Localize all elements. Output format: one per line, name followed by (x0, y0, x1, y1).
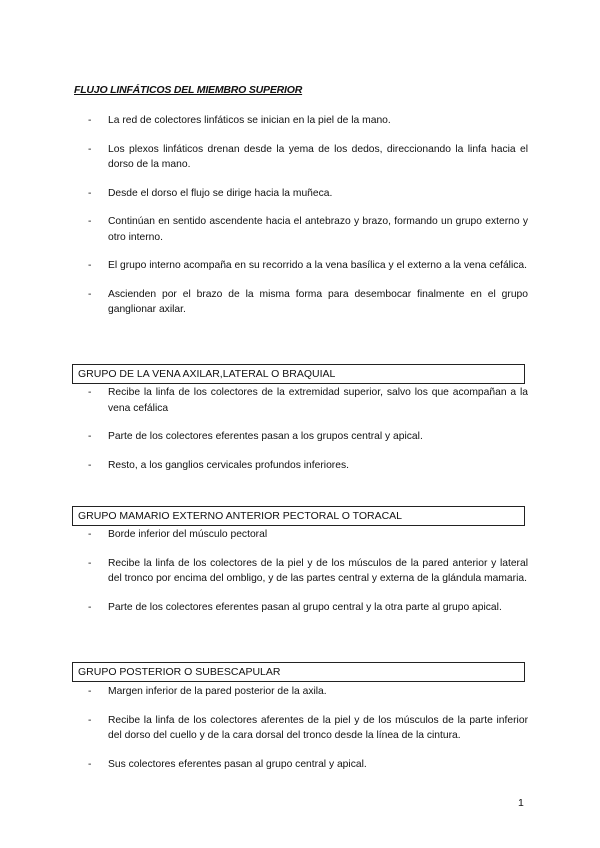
bullet-dash: - (88, 143, 92, 155)
list-item: - Recibe la linfa de los colectores aferentes de la piel y de los músculos de la parte inferior del dorso del cuello y de la cara dorsal del tronco desde la línea de la cintura. (88, 714, 528, 741)
section-list-axilar (86, 385, 528, 473)
bullet-dash: - (88, 601, 92, 613)
list-item: - Resto, a los ganglios cervicales profundos inferiores. (86, 458, 528, 474)
bullet-dash: - (88, 758, 92, 770)
list-item: - La red de colectores linfáticos se inician en la piel de la mano. (86, 113, 528, 129)
list-item: - Recibe la linfa de los colectores de la extremidad superior, salvo los que acompañan a la vena cefálica (88, 387, 528, 414)
list-item: - Desde el dorso el flujo se dirige hacia la muñeca. (86, 186, 528, 202)
bullet-dash: - (88, 529, 92, 540)
list-item: - Margen inferior de la pared posterior de la axila. (86, 684, 528, 700)
bullet-dash: - (88, 216, 92, 227)
bullet-dash: - (88, 387, 92, 398)
bullet-dash: - (88, 714, 92, 726)
list-item: - Parte de los colectores eferentes pasan al grupo central y la otra parte al grupo apical. (86, 600, 528, 616)
section-heading-axilar: GRUPO DE LA VENA AXILAR,LATERAL O BRAQUIAL (72, 364, 525, 384)
list-item: - Parte de los colectores eferentes pasan a los grupos central y apical. (86, 429, 528, 445)
document-title: FLUJO LINFÁTICOS DEL MIEMBRO SUPERIOR (74, 84, 303, 96)
list-item: - Ascienden por el brazo de la misma forma para desembocar finalmente en el grupo ganglionar axilar. (88, 288, 528, 315)
bullet-dash: - (88, 557, 92, 569)
list-item: - Sus colectores eferentes pasan al grupo central y apical. (86, 757, 528, 773)
list-item: - El grupo interno acompaña en su recorrido a la vena basílica y el externo a la vena cefálica. (86, 258, 528, 274)
section-list-posterior (86, 684, 528, 772)
bullet-dash: - (88, 260, 92, 271)
section-list-mamario (86, 527, 528, 615)
list-item: - Recibe la linfa de los colectores de la piel y de los músculos de la pared anterior y lateral del tronco por encima del ombligo, y de las partes central y externa de la glándula mamaria. (88, 557, 528, 584)
list-item: - Los plexos linfáticos drenan desde la yema de los dedos, direccionando la linfa hacia el dorso de la mano. (88, 143, 528, 170)
section-heading-mamario: GRUPO MAMARIO EXTERNO ANTERIOR PECTORAL O TORACAL (72, 506, 525, 526)
bullet-dash: - (88, 686, 92, 697)
bullet-dash: - (88, 187, 92, 199)
list-item: - Borde inferior del músculo pectoral (86, 527, 528, 543)
list-item: - Continúan en sentido ascendente hacia el antebrazo y brazo, formando un grupo externo y otro interno. (88, 216, 528, 243)
page-number: 1 (518, 797, 524, 809)
bullet-dash: - (88, 459, 92, 471)
section-heading-posterior: GRUPO POSTERIOR O SUBESCAPULAR (72, 662, 525, 682)
intro-list (86, 113, 528, 318)
bullet-dash: - (88, 431, 92, 442)
bullet-dash: - (88, 115, 92, 126)
bullet-dash: - (88, 288, 92, 300)
